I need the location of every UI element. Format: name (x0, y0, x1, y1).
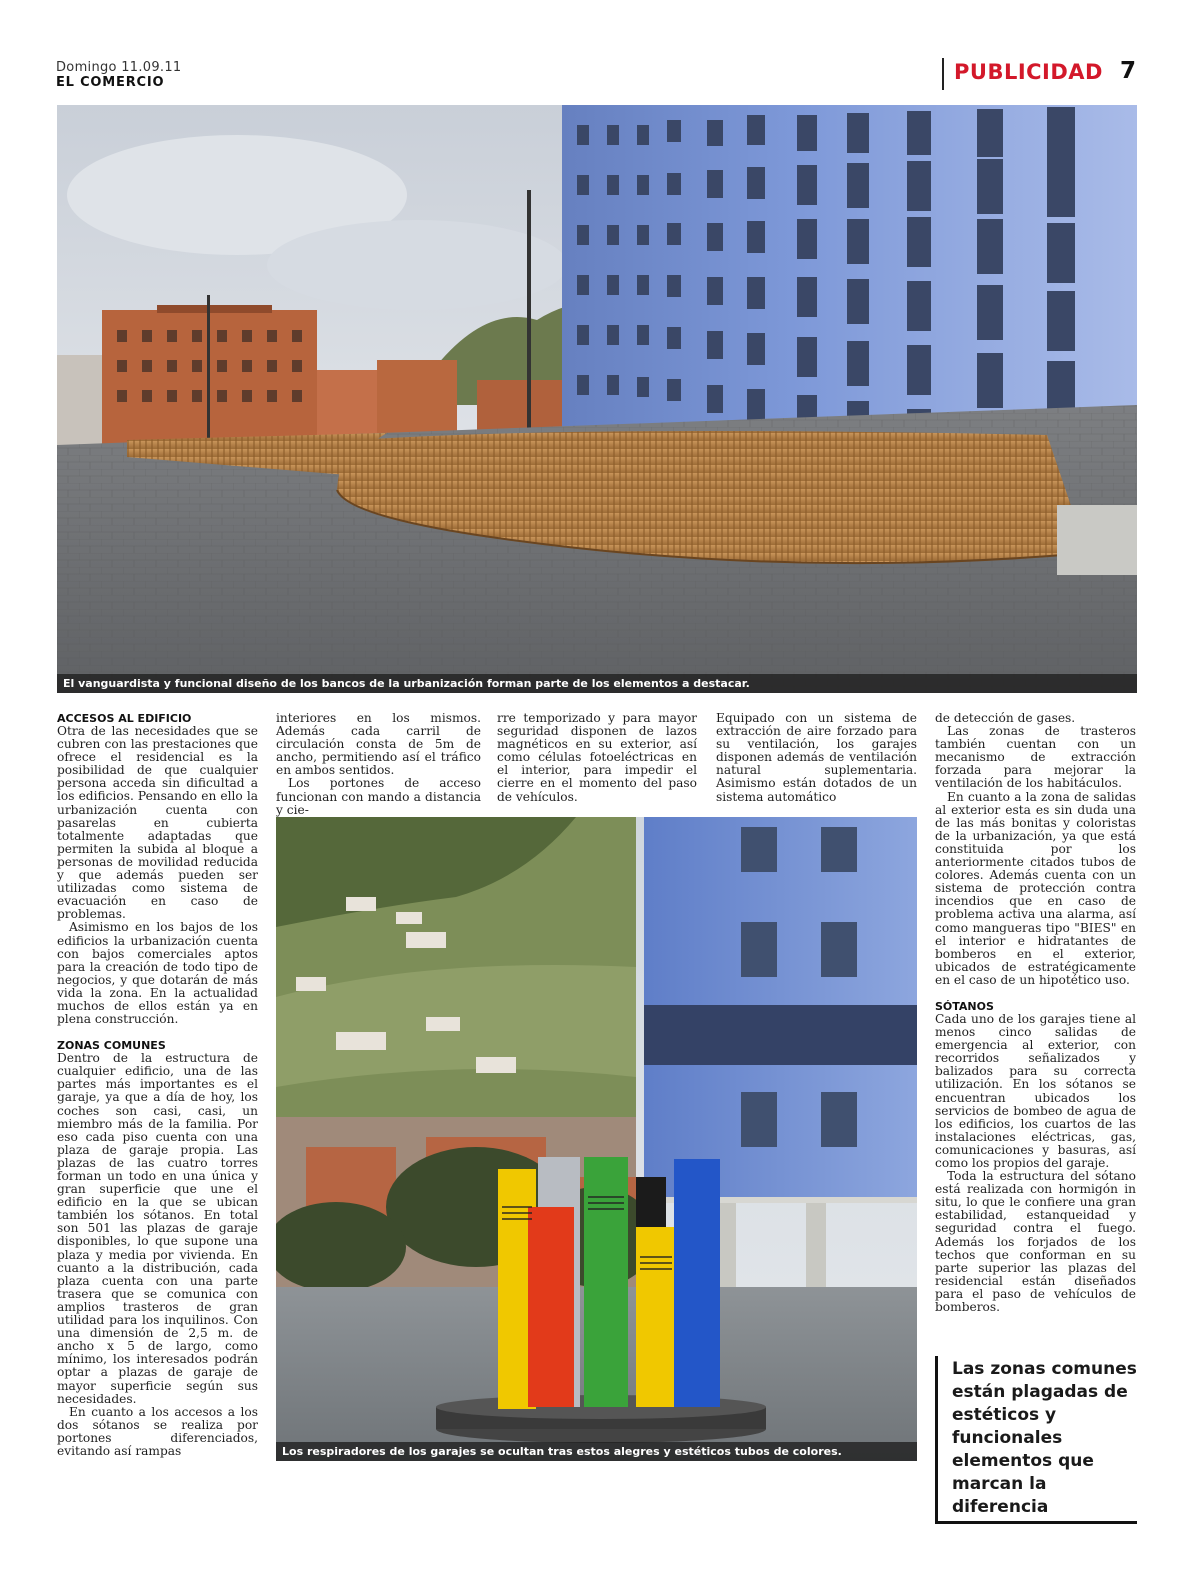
paragraph: Dentro de la estructura de cualquier edificio, una de las partes más importantes es el garaje, ya que a día de hoy, los coches son casi, casi, un miembro más de la familia. Por eso cada piso cuenta con una plaza de garaje propia. Las plazas de las cuatro torres forman un todo en una única y gran superficie que une el edificio en la que se ubican también los sótanos. En total son 501 las plazas de garaje disponibles, lo que supone una plaza y media por vivienda. En cuanto a la distribución, cada plaza cuenta con una parte trasera que se comunica con amplios trasteros de gran utilidad para los inquilinos. Con una dimensión de 2,5 m. de ancho x 5 de largo, como mínimo, los interesados podrán optar a plazas de garaje de mayor superficie según sus necesidades. (57, 1051, 258, 1406)
page-number: 7 (1120, 58, 1137, 84)
tubes-illustration (276, 817, 917, 1461)
paragraph: Equipado con un sistema de extracción de aire forzado para su ventilación, los garajes disponen además de ventilación natural suplementaria. Asimismo están dotados de un sistema automático (716, 711, 917, 804)
paragraph: En cuanto a la zona de salidas al exterior esta es sin duda una de las más bonitas y coloristas de la urbanización, ya que está constituida por los anteriormente citados tubos de colores. Además cuenta con un sistema de protección contra incendios que en caso de problema activa una alarma, así como mangueras tipo "BIES" en el interior e hidratantes de bomberos en el exterior, ubicados de estratégicamente en el caso de un hipotético uso. (935, 789, 1136, 987)
paragraph: Otra de las necesidades que se cubren con las prestaciones que ofrece el residencial es la posibilidad de que cualquier persona acceda sin dificultad a los edificios. Pensando en ello la urbanización cuenta con pasarelas en cubierta totalmente adaptadas que permiten la subida al bloque a personas de movilidad reducida y que además pueden ser utilizadas como sistema de evacuación en caso de problemas. (57, 724, 258, 922)
paragraph: Asimismo en los bajos de los edificios la urbanización cuenta con bajos comerciales aptos para la creación de todo tipo de negocios, y que dotarán de más vida la zona. En la actualidad muchos de ellos están ya en plena construcción. (57, 920, 258, 1027)
paragraph: Las zonas de trasteros también cuentan con un mecanismo de extracción forzada para mejorar la ventilación de los habitáculos. (935, 724, 1136, 791)
paragraph: interiores en los mismos. Además cada carril de circulación consta de 5m de ancho, permitiendo así el tráfico en ambos sentidos. (276, 711, 481, 778)
paragraph: Toda la estructura del sótano está realizada con hormigón in situ, lo que le confiere una gran estabilidad, estanqueidad y seguridad contra el fuego. Además los forjados de los techos que conforman en su parte superior las plazas del residencial están diseñados para el paso de vehículos de bomberos. (935, 1169, 1136, 1315)
article-column-1 (57, 712, 258, 1458)
photo-caption-top: El vanguardista y funcional diseño de los bancos de la urbanización forman parte de los elementos a destacar. (57, 674, 1137, 693)
paragraph: Cada uno de los garajes tiene al menos cinco salidas de emergencia al exterior, con recorridos señalizados y balizados para su correcta utilización. En los sótanos se encuentran ubicados los servicios de bombeo de agua de los edificios, los cuartos de las instalaciones eléctricas, gas, comunicaciones y basuras, así como los propios del garaje. (935, 1011, 1136, 1170)
pull-quote: Las zonas comunes están plagadas de estéticos y funcionales elementos que marcan la diferencia (952, 1359, 1137, 1517)
article-column-2 (276, 712, 481, 817)
article-column-4 (716, 712, 917, 804)
paragraph: de detección de gases. (935, 711, 1076, 725)
subhead-sotanos: SÓTANOS (935, 999, 994, 1013)
subhead-accesos: ACCESOS AL EDIFICIO (57, 712, 192, 725)
paragraph: rre temporizado y para mayor seguridad disponen de lazos magnéticos en su exterior, así como células fotoeléctricas en el interior, para impedir el cierre en el momento del paso de vehículos. (497, 711, 697, 804)
issue-date: Domingo 11.09.11 (56, 60, 182, 75)
photo-caption-middle: Los respiradores de los garajes se ocultan tras estos alegres y estéticos tubos de colores. (276, 1442, 917, 1461)
pull-quote-box (935, 1356, 1137, 1524)
photo-benches (57, 105, 1137, 693)
subhead-zonas-comunes: ZONAS COMUNES (57, 1039, 166, 1053)
paragraph: En cuanto a los accesos a los dos sótanos se realiza por portones diferenciados, evitando así rampas (57, 1404, 258, 1458)
paragraph: Los portones de acceso funcionan con mando a distancia y cie- (276, 776, 481, 817)
article-column-5 (935, 712, 1136, 1314)
newspaper-name: EL COMERCIO (56, 75, 165, 90)
benches-illustration (57, 105, 1137, 693)
header-divider (942, 58, 944, 90)
photo-tubes (276, 817, 917, 1461)
section-title: PUBLICIDAD (954, 60, 1103, 84)
article-column-3 (497, 712, 697, 804)
